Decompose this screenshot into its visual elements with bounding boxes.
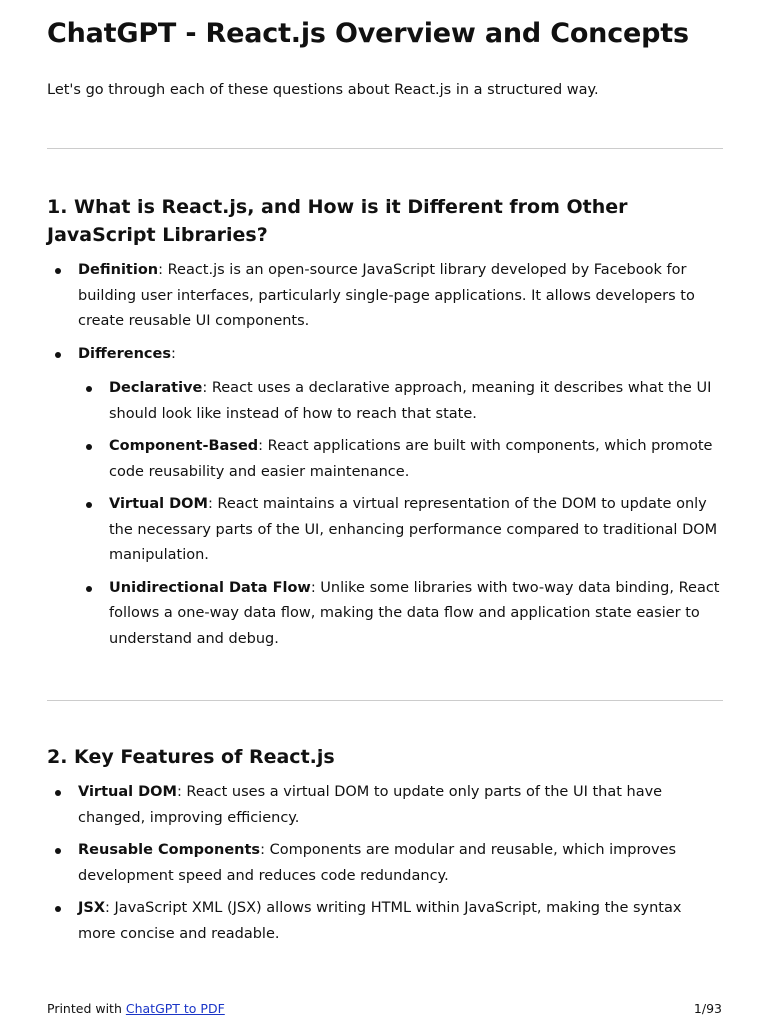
- page-number: 1/93: [693, 1001, 722, 1016]
- divider: [47, 148, 723, 149]
- item-term: Component-Based: [109, 438, 259, 454]
- sublist-item: [78, 434, 723, 485]
- bullet-icon: [86, 502, 92, 508]
- sublist-item: [78, 492, 723, 569]
- item-term: Unidirectional Data Flow: [109, 579, 311, 596]
- section-2-list: [47, 780, 723, 954]
- bullet-icon: [86, 586, 92, 592]
- bullet-icon: [55, 790, 61, 796]
- divider: [47, 700, 723, 701]
- chatgpt-to-pdf-link[interactable]: ChatGPT to PDF: [125, 1001, 225, 1016]
- bullet-icon: [55, 906, 61, 912]
- list-item-definition: [47, 258, 723, 335]
- section-1-heading: 1. What is React.js, and How is it Different from Other JavaScript Libraries?: [47, 196, 628, 246]
- bullet-icon: [55, 352, 61, 358]
- item-text: : React.js is an open-source JavaScript library developed by Facebook for building user interfaces, particularly single-page applications. It allows developers to create reusable UI components.: [78, 262, 695, 329]
- list-item: [47, 896, 723, 947]
- bullet-icon: [55, 848, 61, 854]
- footer-printed-with: [47, 1001, 225, 1016]
- page-title: ChatGPT - React.js Overview and Concepts: [47, 18, 689, 49]
- item-term: Virtual DOM: [78, 784, 177, 800]
- bullet-icon: [55, 268, 61, 274]
- item-text: : React applications are built with components, which promote code reusability and easier maintenance.: [109, 438, 713, 480]
- list-item: [47, 780, 723, 831]
- item-text: :: [170, 345, 176, 362]
- list-item: [47, 838, 723, 889]
- item-text: : Components are modular and reusable, which improves development speed and reduces code redundancy.: [78, 842, 677, 884]
- item-term: Declarative: [109, 380, 203, 396]
- item-term: Differences: [78, 345, 171, 362]
- section-2-heading: 2. Key Features of React.js: [47, 746, 335, 768]
- item-text: : Unlike some libraries with two-way data binding, React follows a one-way data flow, making the data flow and application state easier to understand and debug.: [109, 579, 720, 647]
- item-text: : React maintains a virtual representation of the DOM to update only the necessary parts of the UI, enhancing performance compared to traditional DOM manipulation.: [109, 496, 718, 563]
- item-term: Reusable Components: [78, 842, 261, 858]
- bullet-icon: [86, 444, 92, 450]
- sublist-item: [78, 576, 723, 653]
- bullet-icon: [86, 386, 92, 392]
- item-term: Virtual DOM: [109, 496, 208, 512]
- item-text: : React uses a virtual DOM to update only parts of the UI that have changed, improving efficiency.: [78, 784, 663, 826]
- item-term: Definition: [78, 262, 159, 278]
- sublist-item: [78, 376, 723, 427]
- item-term: JSX: [78, 900, 106, 916]
- item-text: : JavaScript XML (JSX) allows writing HTML within JavaScript, making the syntax more concise and readable.: [78, 900, 682, 942]
- footer-label: Printed with: [47, 1001, 126, 1016]
- item-text: : React uses a declarative approach, meaning it describes what the UI should look like instead of how to reach that state.: [109, 380, 712, 422]
- list-item-differences: [47, 342, 723, 653]
- section-1-list: [47, 258, 723, 659]
- differences-sublist: [78, 376, 723, 652]
- intro-text: Let's go through each of these questions about React.js in a structured way.: [47, 82, 599, 98]
